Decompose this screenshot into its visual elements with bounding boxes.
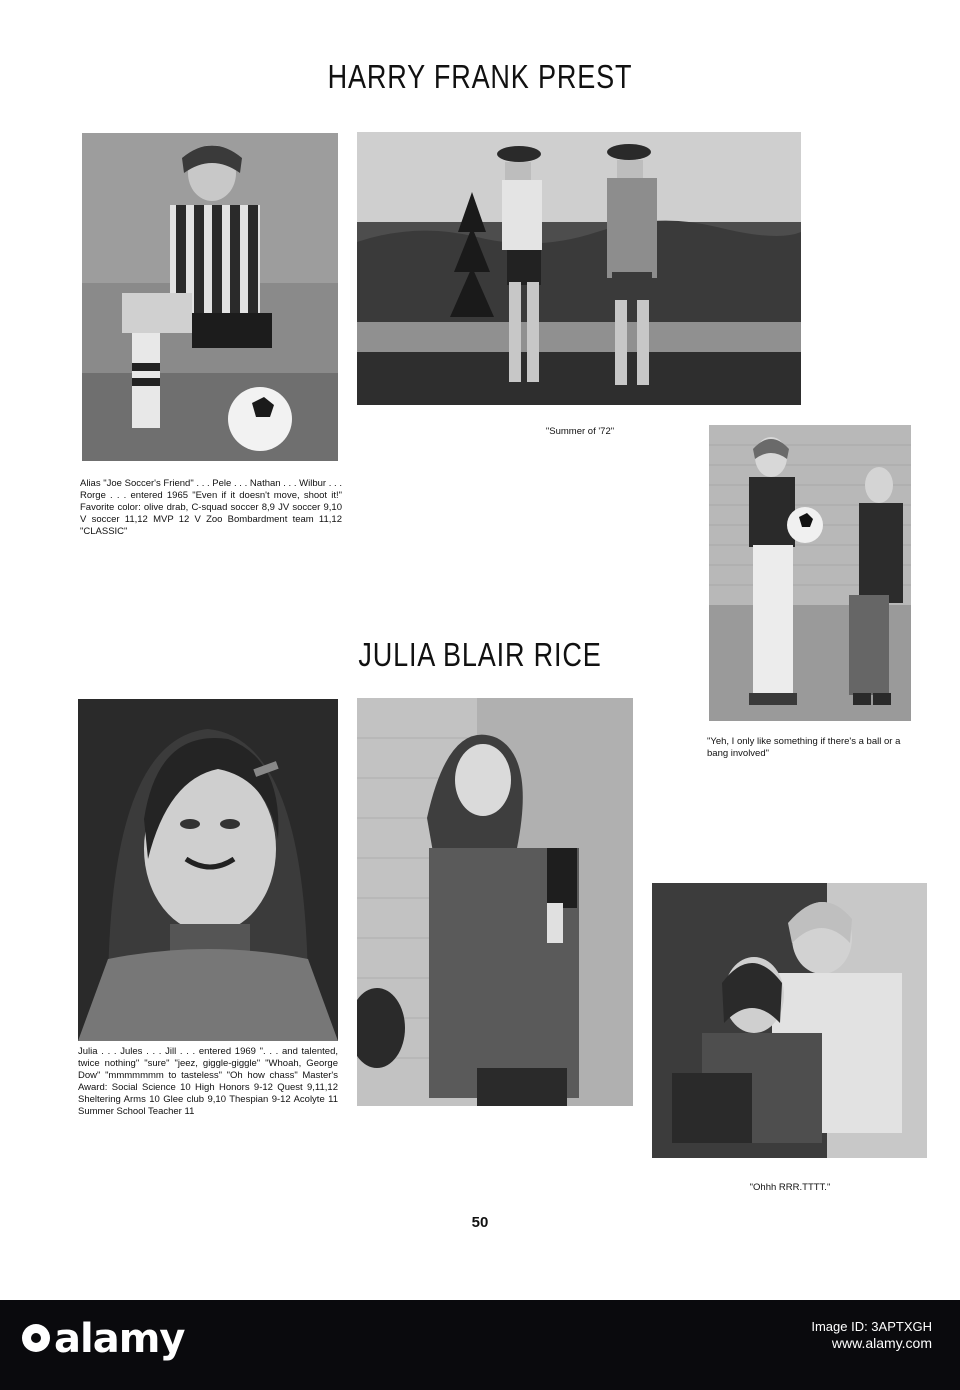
image-id-block xyxy=(811,1318,932,1352)
caption-ball-or-bang: "Yeh, I only like something if there's a ball or a bang involved" xyxy=(707,736,901,759)
site-url: www.alamy.com xyxy=(831,1335,932,1351)
photo-harry-soccer xyxy=(82,133,338,461)
photo-ball-or-bang xyxy=(709,425,911,721)
photo-hug xyxy=(652,883,927,1158)
caption-ohhh: "Ohhh RRR.TTTT." xyxy=(749,1182,831,1193)
photo-julia-portrait xyxy=(78,699,338,1041)
student-name-harry: HARRY FRANK PREST xyxy=(327,58,633,95)
photo-summer-72 xyxy=(357,132,801,405)
bio-julia: Julia . . . Jules . . . Jill . . . entered 1969 ". . . and talented, twice nothing" "sure" "jeez, giggle-giggle" "Whoah, George Dow" "mmmmmmm to tasteless" "Oh how chass" Master's Award: Social Science 10 High Honors 9-12 Quest 9,11,12 Sheltering Arms 10 Glee club 9,10 Thespian 9-12 Acolyte 11 Summer School Teacher 11 xyxy=(78,1046,338,1117)
alamy-logo-text: alamy xyxy=(54,1316,185,1362)
photo-julia-standing xyxy=(357,698,633,1106)
caption-summer-72: "Summer of '72" xyxy=(545,426,615,437)
image-id-label: Image ID: 3APTXGH xyxy=(811,1319,932,1334)
alamy-logo xyxy=(22,1316,184,1362)
watermark-bar xyxy=(0,1300,960,1390)
student-name-julia: JULIA BLAIR RICE xyxy=(358,636,602,673)
alamy-logo-icon xyxy=(22,1324,50,1352)
bio-harry: Alias "Joe Soccer's Friend" . . . Pele . . . Nathan . . . Wilbur . . . Rorge . . . entered 1965 "Even if it doesn't move, shoot it!" Favorite color: olive drab, C-squad soccer 8,9 JV soccer 9,10 V soccer 11,12 MVP 12 V Zoo Bombardment team 11,12 "CLASSIC" xyxy=(80,478,342,537)
page-number: 50 xyxy=(471,1214,489,1231)
